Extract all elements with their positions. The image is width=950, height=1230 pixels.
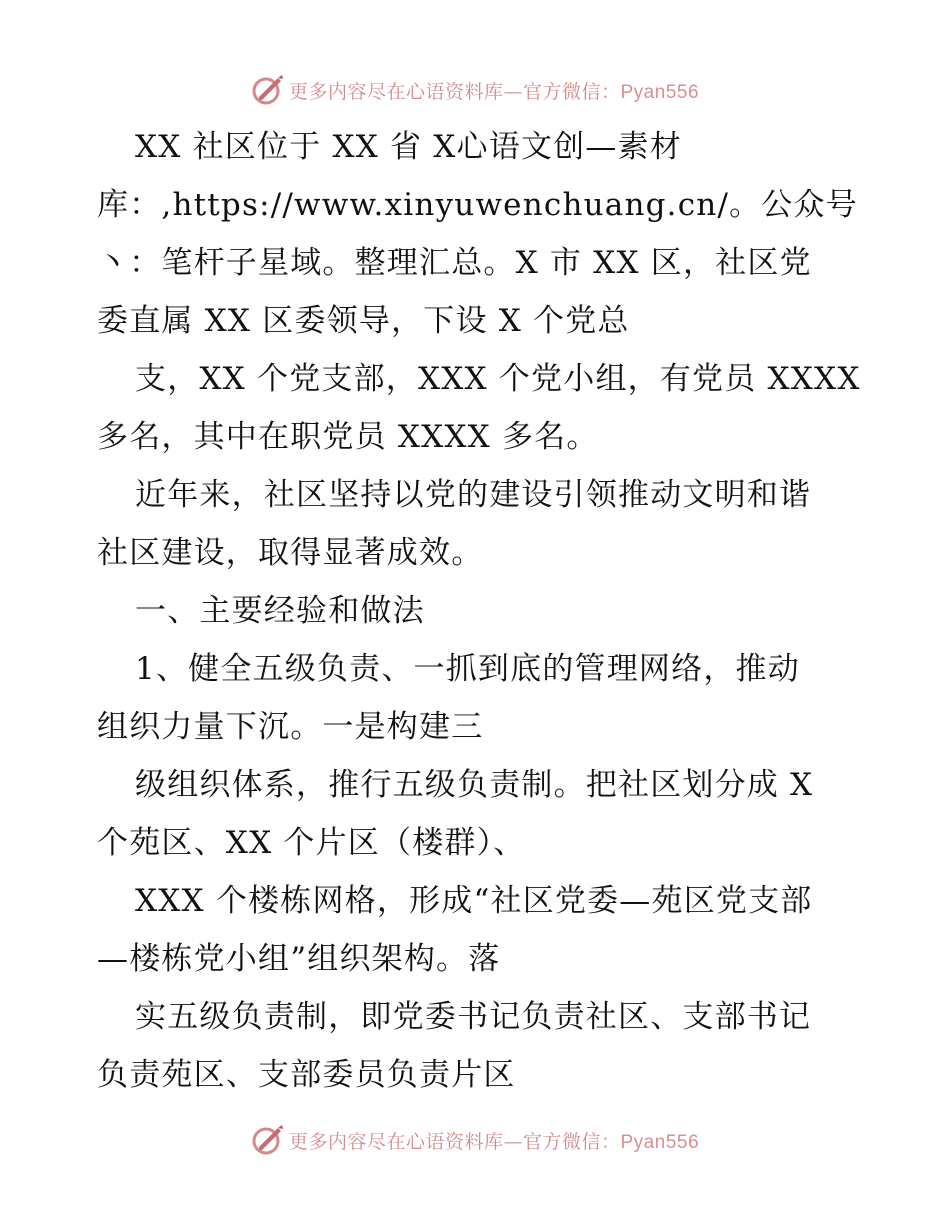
watermark-text <box>289 1127 699 1154</box>
watermark-id: Pyan556 <box>620 81 700 103</box>
paragraph-line: 组织力量下沉。一是构建三 <box>97 709 484 745</box>
paragraph-line: 支，XX 个党支部，XXX 个党小组，有党员 XXXX <box>135 361 861 397</box>
paragraph-line: 库：,https://www.xinyuwenchuang.cn/。公众号 <box>97 187 858 223</box>
paragraph-line: 1、健全五级负责、一抓到底的管理网络，推动 <box>135 651 800 687</box>
paragraph-line: 近年来，社区坚持以党的建设引领推动文明和谐 <box>135 477 812 513</box>
watermark-cn: 更多内容尽在心语资料库 <box>288 80 504 103</box>
watermark-label: 官方微信： <box>522 1130 621 1153</box>
paragraph-line: XXX 个楼栋网格，形成“社区党委—苑区党支部 <box>135 883 813 919</box>
watermark-banner-bottom <box>0 1120 950 1160</box>
paragraph-line: 多名，其中在职党员 XXXX 多名。 <box>97 419 599 455</box>
watermark-dash: — <box>503 80 523 103</box>
document-body <box>97 118 861 1104</box>
watermark-label: 官方微信： <box>522 80 621 103</box>
paragraph-line: XX 社区位于 XX 省 X心语文创—素材 <box>135 129 682 165</box>
paragraph-line: 负责苑区、支部委员负责片区 <box>97 1057 516 1093</box>
section-heading: 一、主要经验和做法 <box>135 593 425 629</box>
paragraph-line: 社区建设，取得显著成效。 <box>97 535 484 571</box>
paragraph-line: 丶：笔杆子星域。整理汇总。X 市 XX 区，社区党 <box>97 245 812 281</box>
watermark-banner-top <box>0 70 950 110</box>
watermark-text <box>289 77 699 104</box>
watermark-cn: 更多内容尽在心语资料库 <box>288 1130 504 1153</box>
writing-quill-logo-icon <box>251 73 285 107</box>
paragraph-line: 个苑区、XX 个片区（楼群）、 <box>97 825 526 861</box>
writing-quill-logo-icon <box>251 1123 285 1157</box>
paragraph-line: 级组织体系，推行五级负责制。把社区划分成 X <box>135 767 814 803</box>
paragraph-line: 实五级负责制，即党委书记负责社区、支部书记 <box>135 999 812 1035</box>
paragraph-line: 委直属 XX 区委领导，下设 X 个党总 <box>97 303 630 339</box>
paragraph-line: —楼栋党小组”组织架构。落 <box>97 941 501 977</box>
watermark-dash: — <box>503 1130 523 1153</box>
watermark-id: Pyan556 <box>620 1131 700 1153</box>
